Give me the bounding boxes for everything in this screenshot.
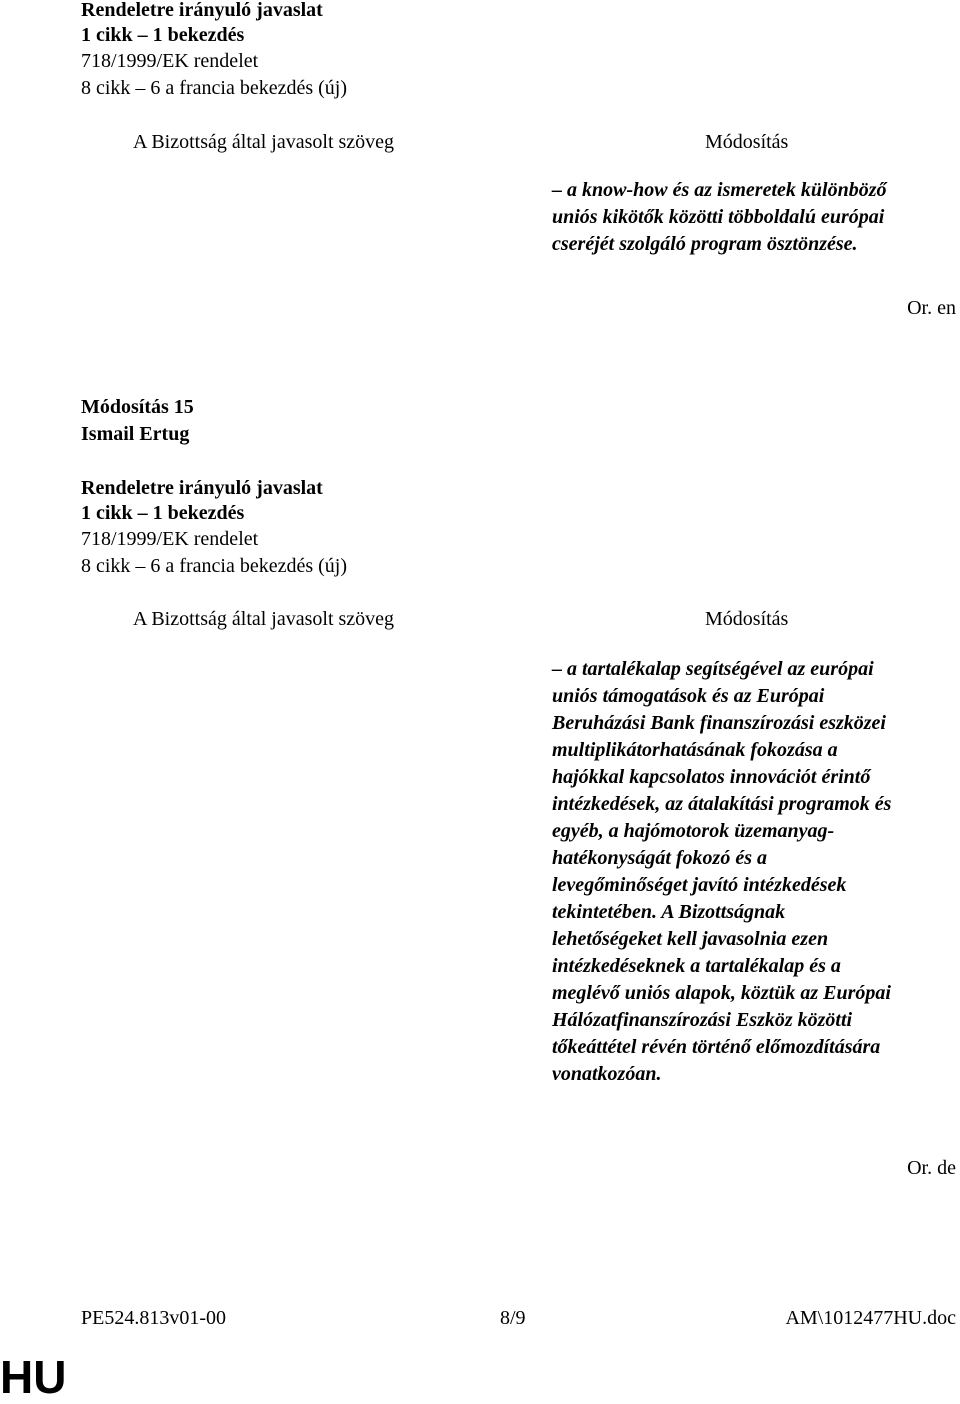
amendment-line: Beruházási Bank finanszírozási eszközei (552, 712, 886, 734)
footer-page-number: 8/9 (500, 1307, 526, 1329)
amendment-line: cseréjét szolgáló program ösztönzése. (552, 233, 858, 255)
block1-col-right-header: Módosítás (705, 131, 789, 153)
amendment-line: intézkedéseknek a tartalékalap és a (552, 955, 841, 977)
amendment-line: tőkeáttétel révén történő előmozdítására (552, 1036, 881, 1058)
block2-heading-3: 718/1999/EK rendelet (81, 528, 259, 550)
block1-heading-2: 1 cikk – 1 bekezdés (81, 24, 245, 46)
footer-language-code: HU (0, 1351, 67, 1403)
block2-original-language: Or. de (907, 1157, 956, 1179)
amendment-line: vonatkozóan. (552, 1063, 662, 1085)
block2-amendment-text (552, 656, 952, 1088)
block2-title: Módosítás 15 (81, 396, 194, 418)
amendment-line: – a tartalékalap segítségével az európai (552, 658, 874, 680)
block1-col-left-header: A Bizottság által javasolt szöveg (133, 131, 395, 153)
amendment-line: intézkedések, az átalakítási programok és (552, 793, 892, 815)
block2-col-left-header: A Bizottság által javasolt szöveg (133, 608, 395, 630)
block1-original-language: Or. en (907, 297, 956, 319)
amendment-line: uniós támogatások és az Európai (552, 685, 825, 707)
amendment-line: levegőminőséget javító intézkedések (552, 874, 847, 896)
amendment-line: multiplikátorhatásának fokozása a (552, 739, 838, 761)
block1-heading-3: 718/1999/EK rendelet (81, 50, 259, 72)
amendment-line: meglévő uniós alapok, köztük az Európai (552, 982, 891, 1004)
footer-file-name: AM\1012477HU.doc (785, 1307, 956, 1329)
block1-amendment-text (552, 177, 952, 258)
amendment-line: hatékonyságát fokozó és a (552, 847, 767, 869)
amendment-line: uniós kikötők közötti többoldalú európai (552, 206, 885, 228)
amendment-line: egyéb, a hajómotorok üzemanyag- (552, 820, 835, 842)
amendment-line: Hálózatfinanszírozási Eszköz közötti (552, 1009, 853, 1031)
amendment-line: lehetőségeket kell javasolnia ezen (552, 928, 829, 950)
block1-heading-1: Rendeletre irányuló javaslat (81, 0, 323, 21)
block2-heading-1: Rendeletre irányuló javaslat (81, 477, 323, 499)
block2-heading-4: 8 cikk – 6 a francia bekezdés (új) (81, 555, 347, 577)
footer-doc-ref: PE524.813v01-00 (81, 1307, 226, 1329)
amendment-line: – a know-how és az ismeretek különböző (552, 179, 887, 201)
block2-col-right-header: Módosítás (705, 608, 789, 630)
amendment-line: tekintetében. A Bizottságnak (552, 901, 786, 923)
block1-heading-4: 8 cikk – 6 a francia bekezdés (új) (81, 77, 347, 99)
block2-heading-2: 1 cikk – 1 bekezdés (81, 502, 245, 524)
amendment-line: hajókkal kapcsolatos innovációt érintő (552, 766, 871, 788)
block2-author: Ismail Ertug (81, 423, 190, 445)
